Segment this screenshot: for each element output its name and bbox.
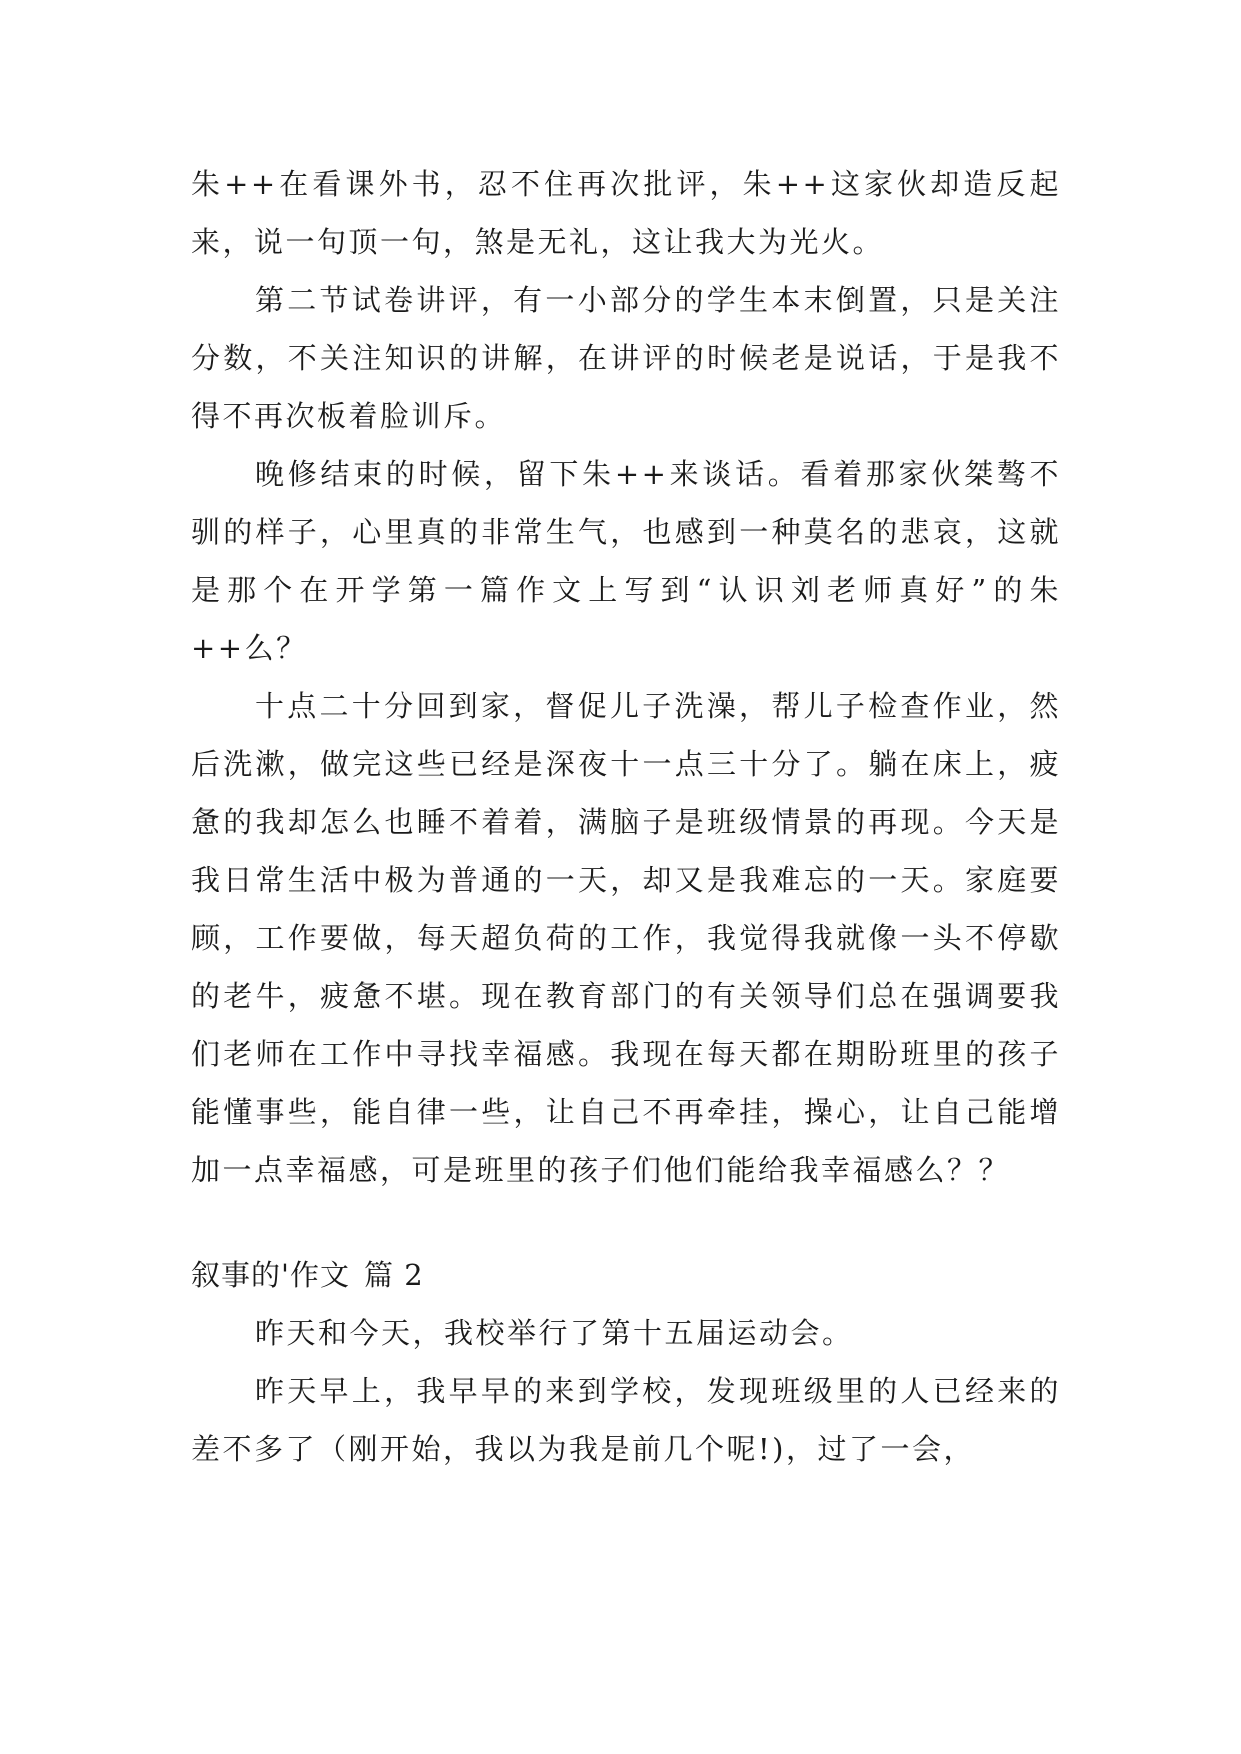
paragraph-6: 昨天早上，我早早的来到学校，发现班级里的人已经来的差不多了（刚开始，我以为我是前几个呢!)，过了一会， bbox=[191, 1374, 1061, 1466]
paragraph-2: 第二节试卷讲评，有一小部分的学生本末倒置，只是关注分数，不关注知识的讲解，在讲评的时候老是说话，于是我不得不再次板着脸训斥。 bbox=[191, 283, 1061, 433]
paragraph-5: 昨天和今天，我校举行了第十五届运动会。 bbox=[255, 1316, 854, 1350]
section-title: 叙事的'作文 bbox=[191, 1258, 350, 1292]
paragraph-3: 晚修结束的时候，留下朱++来谈话。看着那家伙桀骜不驯的样子，心里真的非常生气，也感到一种莫名的悲哀，这就是那个在开学第一篇作文上写到“认识刘老师真好”的朱++么？ bbox=[191, 457, 1061, 665]
paragraph-1: 朱++在看课外书，忍不住再次批评，朱++这家伙却造反起来，说一句顶一句，煞是无礼，这让我大为光火。 bbox=[191, 167, 1061, 259]
document-body bbox=[191, 155, 1061, 1478]
section-heading bbox=[191, 1246, 1061, 1304]
paragraph-4: 十点二十分回到家，督促儿子洗澡，帮儿子检查作业，然后洗漱，做完这些已经是深夜十一点三十分了。躺在床上，疲惫的我却怎么也睡不着着，满脑子是班级情景的再现。今天是我日常生活中极为普通的一天，却又是我难忘的一天。家庭要顾，工作要做，每天超负荷的工作，我觉得我就像一头不停歇的老牛，疲惫不堪。现在教育部门的有关领导们总在强调要我们老师在工作中寻找幸福感。我现在每天都在期盼班里的孩子能懂事些，能自律一些，让自己不再牵挂，操心，让自己能增加一点幸福感，可是班里的孩子们他们能给我幸福感么？？ bbox=[191, 689, 1061, 1187]
section-number: 篇 2 bbox=[363, 1258, 424, 1292]
